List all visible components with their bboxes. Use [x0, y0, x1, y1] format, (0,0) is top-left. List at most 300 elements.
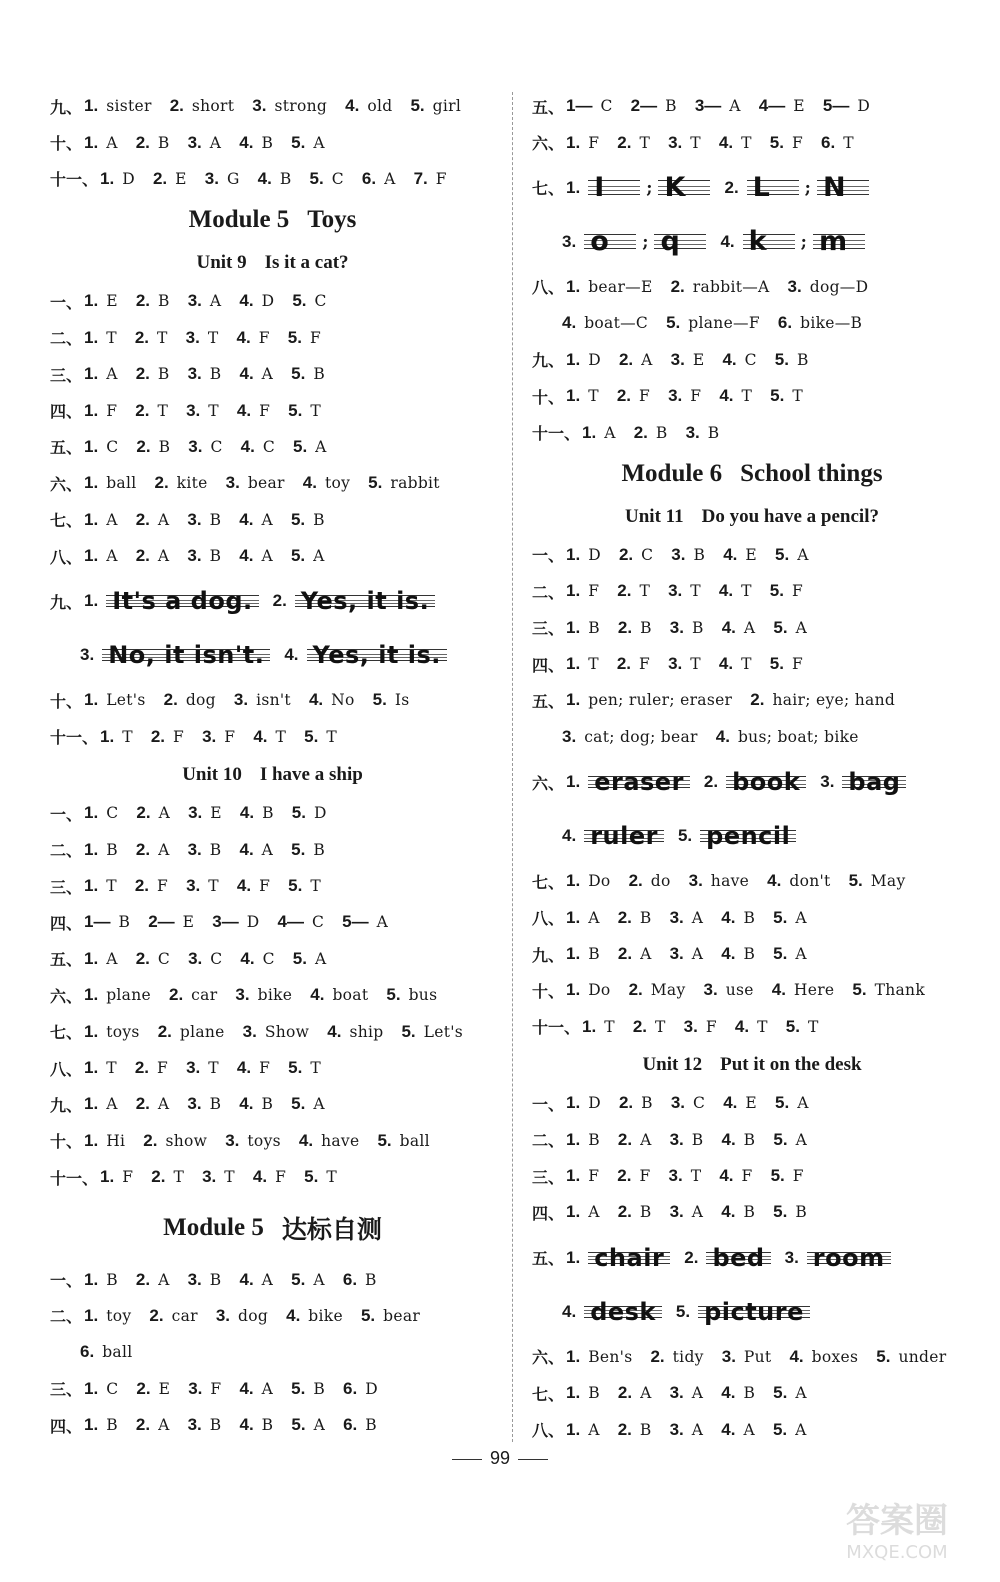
- answer-text: Thank: [874, 981, 926, 1000]
- question-number: 1.: [100, 726, 115, 746]
- section-label: 十一、: [532, 424, 581, 444]
- answer-text: T: [757, 1017, 768, 1036]
- question-number: 3.: [784, 1247, 799, 1267]
- answer-row: [532, 305, 972, 341]
- question-number: 3.: [187, 546, 202, 566]
- question-number: 1.: [566, 690, 581, 710]
- question-number: 2.: [618, 1093, 634, 1113]
- heading-subtitle: Do you have a pencil?: [701, 505, 879, 527]
- answer-text: F: [639, 1167, 651, 1185]
- answer-text: A: [157, 547, 170, 566]
- answer-text: B: [743, 1130, 756, 1149]
- question-number: 4.: [302, 473, 317, 493]
- question-number: 3.: [188, 1378, 203, 1398]
- question-number: 1.: [566, 1419, 581, 1439]
- answer-row: [532, 1194, 972, 1230]
- handwriting-box: [584, 1297, 662, 1326]
- question-number: 1.: [566, 276, 581, 296]
- question-number: 1.: [100, 168, 115, 188]
- handwriting-box: [706, 1243, 770, 1272]
- section-label: 一、: [532, 546, 565, 566]
- question-number: 2.: [135, 1094, 150, 1114]
- question-number: 2.: [135, 364, 150, 384]
- section-label: 五、: [532, 97, 565, 117]
- question-number: 3.: [225, 473, 240, 493]
- answer-text: A: [157, 1095, 170, 1114]
- handwritten-answer: It's a dog.: [112, 587, 253, 616]
- handwritten-answer: pencil: [706, 822, 791, 851]
- section-label: 九、: [532, 351, 565, 371]
- answer-text: B: [365, 1416, 377, 1435]
- answer-text: A: [795, 618, 808, 637]
- answer-text: F: [690, 387, 702, 406]
- question-number: 1.: [566, 1247, 581, 1267]
- question-number: 1.: [566, 581, 581, 601]
- answer-text: A: [640, 1130, 652, 1149]
- handwritten-letter: L: [752, 172, 771, 204]
- answer-text: strong: [274, 97, 328, 116]
- unit-heading: [50, 243, 495, 283]
- answer-text: T: [639, 133, 651, 152]
- handwritten-answer: ruler: [590, 822, 658, 851]
- question-number: 5.: [772, 1419, 788, 1439]
- question-number: 3.: [187, 364, 202, 384]
- question-number: 4.: [239, 132, 254, 152]
- answer-text: T: [310, 1059, 321, 1077]
- question-number: 4.: [721, 1383, 736, 1403]
- answer-text: have: [321, 1131, 360, 1150]
- section-label: 二、: [532, 582, 565, 602]
- question-number: 1.: [84, 1021, 99, 1041]
- answer-text: car: [191, 986, 218, 1005]
- answer-text: B: [588, 945, 600, 964]
- answer-text: D: [313, 804, 327, 823]
- heading-title: Module 5: [163, 1214, 264, 1242]
- left-column: [50, 88, 495, 1443]
- answer-text: A: [106, 133, 118, 152]
- answer-text: T: [588, 387, 599, 406]
- answer-text: B: [157, 133, 170, 152]
- question-number: 3.: [669, 944, 684, 964]
- question-number: 3.: [187, 291, 202, 311]
- question-number: 1.: [84, 96, 99, 116]
- answer-text: A: [743, 618, 756, 637]
- answer-text: A: [158, 1416, 170, 1435]
- question-number: 2.: [628, 980, 643, 1000]
- answer-text: B: [639, 1203, 652, 1222]
- question-number: 3.: [562, 231, 577, 251]
- answer-text: cat; dog; bear: [584, 727, 698, 746]
- handwriting-box: [102, 641, 270, 670]
- question-number: 3.: [242, 1021, 257, 1041]
- answer-text: A: [261, 547, 273, 566]
- answer-text: E: [745, 1094, 757, 1113]
- question-number: 1.: [566, 386, 581, 406]
- question-number: 3.: [187, 1269, 202, 1289]
- question-number: 5.: [360, 1305, 376, 1325]
- answer-text: have: [710, 872, 750, 891]
- question-number: 1.: [84, 1269, 99, 1289]
- question-number: 1.: [566, 1093, 581, 1113]
- answer-text: F: [106, 401, 118, 420]
- question-number: 4.: [721, 1202, 736, 1222]
- answer-text: F: [275, 1168, 287, 1187]
- answer-row: [532, 1085, 972, 1121]
- answer-text: E: [158, 1379, 171, 1398]
- heading-subtitle: I have a ship: [259, 764, 363, 786]
- section-label: 十、: [50, 691, 83, 711]
- question-number: 5.: [769, 581, 784, 601]
- question-number: 5.: [288, 876, 303, 896]
- answer-text: T: [275, 727, 287, 746]
- answer-text: C: [210, 949, 223, 968]
- question-number: 5.: [401, 1021, 416, 1041]
- answer-text: F: [705, 1017, 717, 1036]
- answer-text: B: [743, 1384, 756, 1403]
- section-label: 七、: [50, 1023, 83, 1043]
- question-number: 2.: [618, 349, 634, 369]
- answer-text: F: [639, 387, 651, 406]
- answer-text: A: [209, 133, 222, 152]
- answer-text: T: [741, 133, 752, 152]
- answer-row: [532, 682, 972, 718]
- answer-text: bus; boat; bike: [737, 727, 859, 746]
- heading-subtitle: Is it a cat?: [264, 252, 349, 274]
- answer-text: B: [158, 292, 170, 311]
- answer-text: use: [725, 981, 754, 1000]
- question-number: 2.: [149, 1305, 164, 1325]
- question-number: 1.: [100, 1167, 115, 1187]
- question-number: 5.: [675, 1301, 691, 1321]
- answer-text: boat: [332, 986, 369, 1005]
- answer-text: E: [210, 804, 222, 823]
- question-number: 1.: [582, 422, 597, 442]
- question-number: 1.: [84, 1094, 99, 1114]
- answer-text: A: [313, 1416, 326, 1435]
- watermark-text: MXQE.COM: [846, 1542, 948, 1563]
- question-number: 4.: [298, 1130, 314, 1150]
- question-number: 3.: [233, 690, 249, 710]
- question-number: 3.: [670, 1093, 686, 1113]
- answer-text: C: [331, 169, 344, 188]
- answer-text: A: [313, 1270, 325, 1289]
- section-label: 二、: [532, 1131, 565, 1151]
- answer-text: A: [261, 1379, 274, 1398]
- question-number: 4.: [257, 168, 272, 188]
- answer-row: [50, 124, 495, 160]
- question-number: 2.: [136, 436, 151, 456]
- answer-text: A: [158, 840, 170, 859]
- answer-row: [50, 429, 495, 465]
- question-number: 3.: [668, 386, 683, 406]
- question-number: 4.: [240, 436, 255, 456]
- question-number: 1.: [84, 132, 99, 152]
- answer-text: A: [106, 365, 118, 384]
- question-number: 4.: [719, 386, 734, 406]
- question-number: 4.: [236, 327, 251, 347]
- answer-row: [50, 795, 495, 831]
- answer-text: B: [209, 365, 222, 384]
- question-number: 5.: [770, 1166, 785, 1185]
- answer-text: A: [376, 913, 389, 932]
- question-number: 3.: [685, 422, 700, 442]
- answer-text: bear: [247, 474, 285, 493]
- answer-text: B: [262, 804, 274, 823]
- answer-text: A: [261, 510, 273, 529]
- section-label: 四、: [532, 655, 565, 675]
- question-number: 4.: [718, 132, 734, 152]
- question-number: 1.: [84, 839, 99, 859]
- column-divider: [512, 92, 513, 1442]
- answer-text: ball: [399, 1131, 430, 1150]
- answer-text: F: [588, 133, 600, 152]
- answer-text: boxes: [811, 1347, 859, 1366]
- answer-text: A: [795, 945, 807, 964]
- answer-text: B: [106, 1416, 118, 1435]
- handwriting-box: [698, 1297, 810, 1326]
- question-number: 2—: [630, 96, 658, 116]
- answer-row: [50, 1123, 495, 1159]
- section-label: 五、: [50, 950, 83, 970]
- answer-text: B: [588, 1384, 600, 1403]
- question-number: 3.: [188, 803, 203, 823]
- answer-text: B: [261, 1416, 274, 1435]
- question-number: 5.: [288, 1058, 303, 1077]
- answer-row: [532, 342, 972, 378]
- answer-row: [532, 215, 972, 269]
- handwritten-letter: K: [664, 172, 686, 204]
- section-label: 五、: [532, 1249, 565, 1269]
- answer-text: A: [313, 1095, 325, 1114]
- question-number: 4.: [252, 1167, 268, 1187]
- section-label: 五、: [532, 691, 565, 711]
- answer-text: F: [210, 1379, 222, 1398]
- answer-row: [50, 88, 495, 124]
- spacer: [50, 1195, 495, 1205]
- question-number: 4.: [239, 1269, 254, 1289]
- question-number: 1.: [84, 509, 99, 529]
- answer-text: T: [588, 655, 599, 674]
- answer-text: F: [792, 1167, 804, 1185]
- question-number: 6.: [343, 1378, 358, 1398]
- question-number: 4.: [721, 1129, 736, 1149]
- answer-text: T: [208, 1059, 219, 1077]
- answer-text: C: [210, 437, 223, 456]
- question-number: 7.: [413, 168, 428, 188]
- question-number: 2.: [143, 1130, 158, 1150]
- answer-text: B: [313, 510, 325, 529]
- section-label: 四、: [50, 1416, 83, 1436]
- question-number: 5.: [852, 980, 867, 1000]
- question-number: 5.: [377, 1130, 392, 1150]
- heading-title: Unit 12: [642, 1054, 703, 1076]
- answer-row: [50, 904, 495, 940]
- answer-text: A: [691, 1384, 704, 1403]
- handwritten-answer: eraser: [594, 768, 684, 797]
- answer-text: C: [641, 545, 654, 564]
- question-number: 5.: [775, 1093, 790, 1113]
- answer-text: Ben's: [588, 1347, 633, 1366]
- question-number: 3.: [668, 581, 683, 601]
- question-number: 2.: [151, 1167, 166, 1187]
- answer-text: C: [157, 949, 171, 968]
- answer-text: T: [604, 1017, 615, 1036]
- question-number: 5.: [291, 364, 306, 384]
- answer-text: T: [326, 727, 337, 746]
- question-number: 2.: [136, 803, 151, 823]
- handwritten-answer: bed: [712, 1243, 765, 1272]
- question-number: 1.: [566, 772, 581, 792]
- question-number: 1.: [84, 400, 99, 420]
- section-label: 一、: [50, 1271, 83, 1291]
- section-label: 十、: [532, 981, 565, 1001]
- answer-text: show: [165, 1131, 208, 1150]
- answer-text: D: [246, 913, 260, 932]
- answer-text: don't: [789, 872, 831, 891]
- question-number: 5.: [770, 386, 785, 406]
- answer-text: B: [279, 169, 292, 188]
- answer-row: [532, 809, 972, 863]
- watermark-logo: [812, 1492, 982, 1564]
- handwriting-box: [813, 226, 865, 258]
- question-number: 1.: [566, 654, 581, 674]
- question-number: 2.: [135, 400, 150, 420]
- answer-row: [532, 755, 972, 809]
- handwriting-box: [307, 641, 447, 670]
- answer-text: F: [639, 655, 651, 674]
- answer-text: F: [741, 1167, 753, 1185]
- question-number: 4.: [767, 871, 782, 891]
- question-number: 5.: [304, 1167, 319, 1187]
- answer-row: [50, 161, 495, 197]
- answer-text: T: [208, 877, 219, 896]
- question-number: 2.: [135, 839, 151, 859]
- separator: ;: [646, 177, 653, 198]
- answer-text: Is: [394, 691, 410, 710]
- answer-text: B: [209, 1416, 222, 1435]
- question-number: 2.: [633, 422, 648, 442]
- handwriting-box: [726, 768, 806, 797]
- handwritten-answer: chair: [594, 1243, 665, 1272]
- answer-text: E: [175, 169, 187, 188]
- question-number: 1.: [84, 803, 99, 823]
- section-label: 一、: [50, 804, 83, 824]
- question-number: 2.: [632, 1016, 648, 1036]
- section-label: 八、: [50, 547, 83, 567]
- answer-text: F: [259, 401, 271, 420]
- answer-text: T: [843, 133, 854, 152]
- answer-text: bike: [308, 1306, 343, 1325]
- answer-text: E: [182, 913, 195, 932]
- heading-title: Unit 11: [625, 505, 684, 527]
- question-number: 1.: [566, 349, 581, 369]
- answer-text: F: [259, 1059, 271, 1077]
- answer-text: A: [157, 510, 170, 529]
- section-label: 九、: [50, 97, 83, 117]
- answer-text: A: [795, 1384, 807, 1403]
- question-number: 3.: [669, 907, 684, 927]
- question-number: 5.: [291, 803, 306, 823]
- question-number: 4.: [723, 1093, 738, 1113]
- question-number: 5.: [291, 839, 306, 859]
- question-number: 3—: [694, 96, 722, 116]
- section-label: 九、: [50, 592, 83, 612]
- section-label: 四、: [50, 913, 83, 933]
- heading-subtitle: School things: [740, 459, 883, 487]
- question-number: 2.: [650, 1346, 665, 1366]
- question-number: 2.: [134, 1058, 150, 1077]
- question-number: 1—: [566, 96, 593, 116]
- answer-text: A: [261, 1270, 274, 1289]
- answer-text: A: [314, 949, 327, 968]
- question-number: 1.: [84, 1130, 99, 1150]
- question-number: 4.: [721, 907, 736, 927]
- unit-heading: [532, 1045, 972, 1085]
- question-number: 4.: [240, 948, 255, 968]
- answer-text: dog: [185, 691, 216, 710]
- question-number: 1.: [566, 980, 581, 1000]
- question-number: 3.: [186, 876, 201, 896]
- question-number: 6.: [821, 132, 836, 152]
- section-label: 三、: [532, 1167, 565, 1187]
- answer-row: [50, 941, 495, 977]
- question-number: 3.: [202, 1167, 217, 1187]
- question-number: 4.: [719, 1166, 734, 1185]
- answer-row: [532, 378, 972, 414]
- question-number: 2.: [616, 386, 632, 406]
- heading-subtitle: Toys: [307, 206, 357, 234]
- right-column: [532, 88, 972, 1448]
- answer-text: T: [807, 1017, 819, 1036]
- answer-text: D: [588, 545, 601, 564]
- answer-row: [532, 936, 972, 972]
- question-number: 4.: [562, 826, 577, 846]
- section-label: 十一、: [50, 728, 99, 748]
- question-number: 4.: [308, 690, 324, 710]
- section-label: 六、: [532, 773, 565, 793]
- answer-text: under: [898, 1347, 947, 1366]
- question-number: 5.: [386, 985, 401, 1005]
- question-number: 3.: [188, 436, 203, 456]
- section-label: 七、: [532, 1384, 565, 1404]
- section-label: 十一、: [50, 170, 99, 190]
- answer-text: Do: [588, 872, 611, 891]
- question-number: 3.: [668, 654, 683, 674]
- section-label: 二、: [50, 1307, 83, 1327]
- question-number: 2.: [136, 1378, 151, 1398]
- answer-text: C: [311, 913, 325, 932]
- question-number: 5—: [342, 912, 369, 932]
- question-number: 5.: [292, 436, 308, 456]
- answer-text: B: [588, 1130, 600, 1149]
- section-label: 七、: [532, 872, 565, 892]
- question-number: 1.: [566, 132, 581, 152]
- answer-text: B: [158, 437, 171, 456]
- question-number: 2.: [135, 509, 150, 529]
- question-number: 2.: [617, 1202, 632, 1222]
- question-number: 5—: [822, 96, 850, 116]
- handwritten-letter: N: [822, 172, 847, 204]
- answer-text: Here: [793, 981, 835, 1000]
- section-label: 五、: [50, 438, 83, 458]
- answer-text: D: [365, 1379, 378, 1398]
- question-number: 2.: [684, 1247, 699, 1267]
- question-number: 4.: [723, 544, 738, 564]
- section-label: 八、: [532, 1421, 565, 1441]
- answer-text: B: [655, 423, 668, 442]
- question-number: 2.: [134, 327, 150, 347]
- answer-text: A: [795, 1130, 808, 1149]
